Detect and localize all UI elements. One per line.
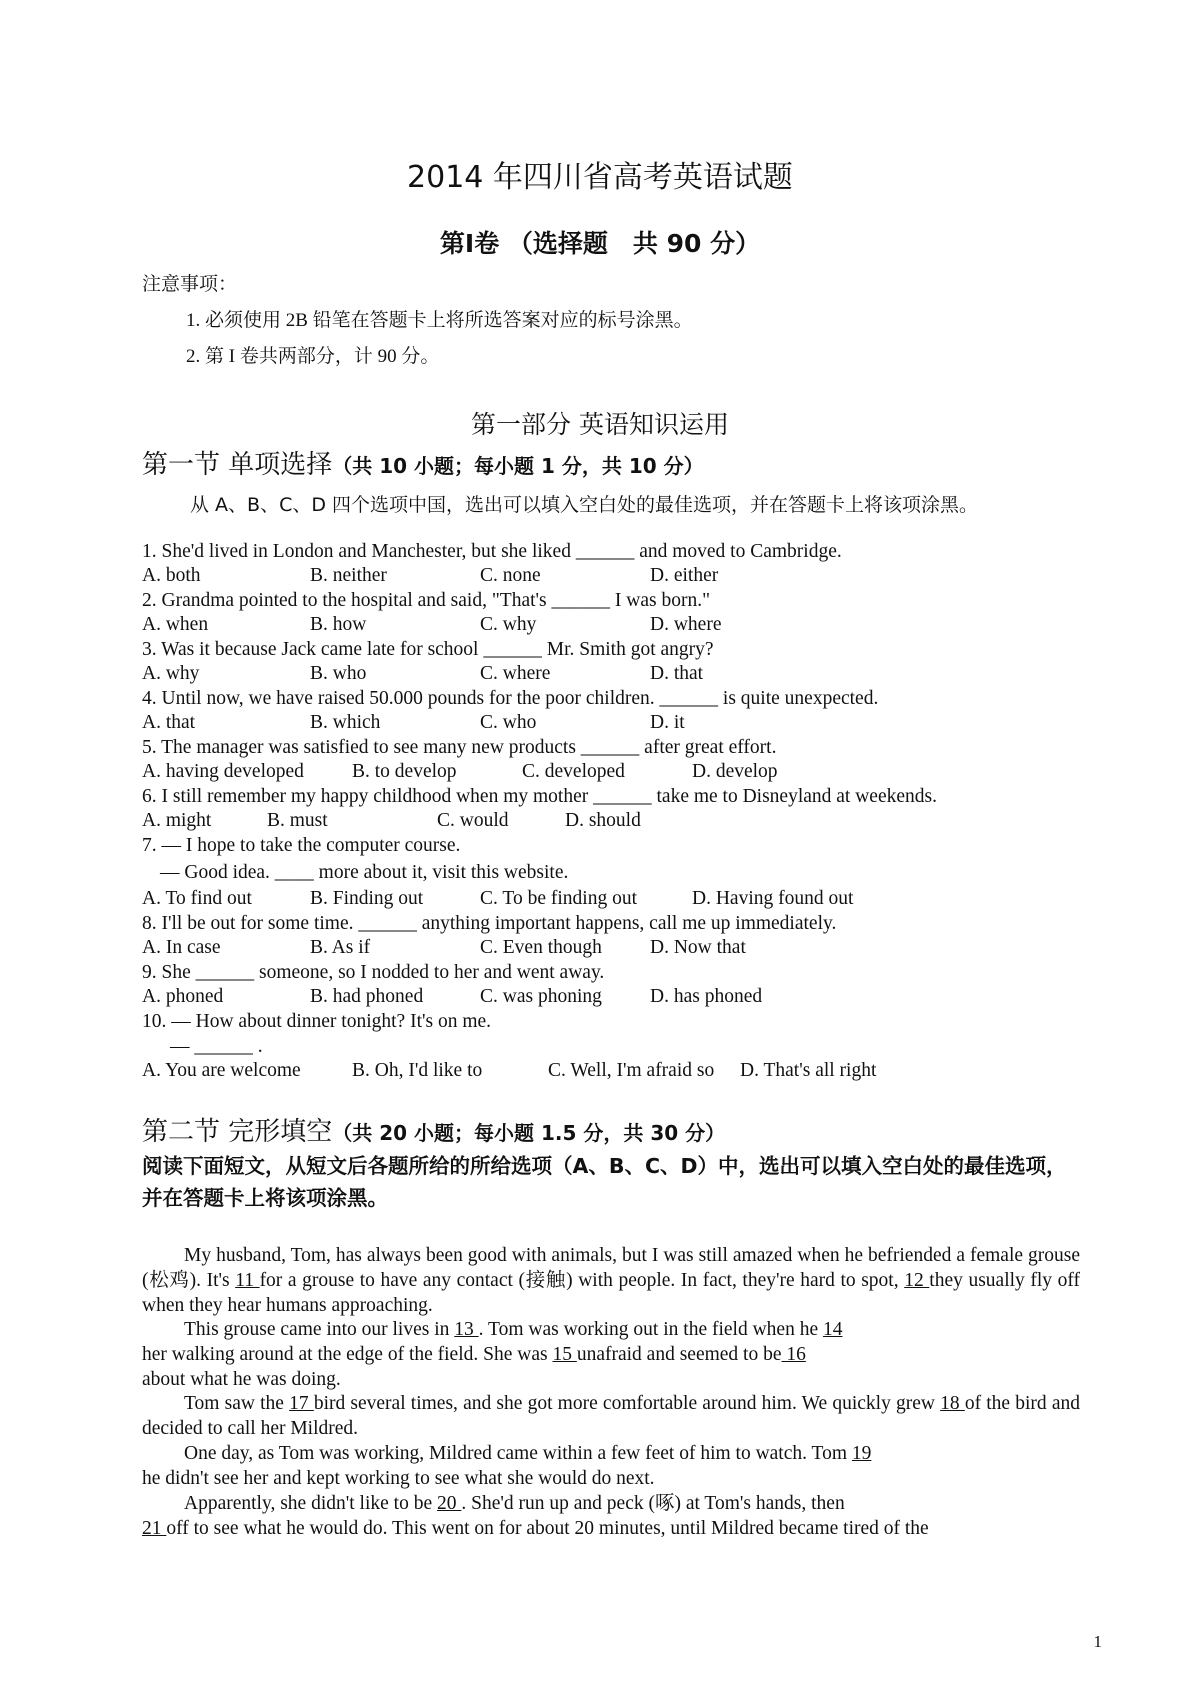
option-a: A. To find out	[142, 888, 252, 909]
question-stem: 2. Grandma pointed to the hospital and said, "That's ______ I was born."	[142, 590, 711, 611]
option-d: D. should	[565, 810, 641, 831]
section1-instruction: 从 A、B、C、D 四个选项中国，选出可以填入空白处的最佳选项，并在答题卡上将该项涂黑。	[190, 494, 979, 516]
passage-text: Apparently, she didn't like to be	[184, 1493, 437, 1514]
option-a: A. that	[142, 712, 196, 733]
blank-12: 12	[904, 1270, 930, 1291]
passage-text: unafraid and seemed to be	[576, 1344, 782, 1365]
blank-17: 17	[289, 1393, 314, 1414]
passage-text: My husband, Tom, has always been good with animals, but I was still amazed when he befriended a female grouse (松鸡). It's	[142, 1245, 1080, 1291]
passage-text: . She'd run up and peck (啄) at Tom's hands, then	[461, 1493, 845, 1514]
option-b: B. had phoned	[310, 986, 424, 1007]
question-stem-reply: — Good idea. ____ more about it, visit this website.	[160, 862, 569, 883]
blank-16: 16	[781, 1344, 806, 1365]
blank-11: 11	[235, 1270, 260, 1291]
option-c: C. would	[437, 810, 509, 831]
notice-heading: 注意事项：	[142, 273, 238, 295]
section2-heading-main: 第二节 完形填空	[142, 1117, 333, 1147]
question-stem: 10. — How about dinner tonight? It's on me.	[142, 1011, 492, 1032]
passage-text: This grouse came into our lives in	[184, 1319, 455, 1340]
section2-instruction: 阅读下面短文，从短文后各题所给的所给选项（A、B、C、D）中，选出可以填入空白处的最佳选项，并在答题卡上将该项涂黑。	[142, 1154, 1067, 1210]
passage-text: One day, as Tom was working, Mildred came within a few feet of him to watch. Tom	[184, 1443, 852, 1464]
question-stem: 8. I'll be out for some time. ______ anything important happens, call me up immediately.	[142, 913, 837, 934]
option-d: D. either	[650, 565, 719, 586]
option-b: B. which	[310, 712, 381, 733]
option-a: A. You are welcome	[142, 1060, 301, 1081]
volume-title: 第Ⅰ卷 （选择题 共 90 分）	[439, 229, 761, 258]
passage-line	[142, 1516, 929, 1541]
section1-heading	[142, 444, 704, 481]
option-a: A. In case	[142, 937, 221, 958]
passage-line: he didn't see her and kept working to see what she would do next.	[142, 1468, 655, 1489]
section1-heading-main: 第一节 单项选择	[142, 450, 333, 480]
question-stem: 9. She ______ someone, so I nodded to her and went away.	[142, 962, 605, 983]
option-c: C. To be finding out	[480, 888, 637, 909]
option-c: C. Well, I'm afraid so	[548, 1060, 715, 1081]
blank-21: 21	[142, 1518, 167, 1539]
option-d: D. Having found out	[692, 888, 854, 909]
section2-heading-points: （共 20 小题；每小题 1.5 分，共 30 分）	[332, 1121, 726, 1145]
option-b: B. how	[310, 614, 367, 635]
passage-text: they usually fly off when they hear humans approaching.	[142, 1270, 1081, 1316]
question-stem-reply: — ______ .	[170, 1036, 263, 1057]
blank-18: 18	[940, 1393, 965, 1414]
option-d: D. Now that	[650, 937, 746, 958]
option-c: C. Even though	[480, 937, 602, 958]
passage-line	[184, 1317, 842, 1342]
option-c: C. where	[480, 663, 551, 684]
option-a: A. when	[142, 614, 209, 635]
notice-item-2: 2. 第 I 卷共两部分，计 90 分。	[186, 346, 440, 367]
passage-text: off to see what he would do. This went on for about 20 minutes, until Mildred became tired of the	[166, 1518, 929, 1539]
question-stem: 5. The manager was satisfied to see many new products ______ after great effort.	[142, 737, 777, 758]
option-c: C. developed	[522, 761, 625, 782]
option-b: B. must	[267, 810, 328, 831]
option-d: D. where	[650, 614, 722, 635]
option-c: C. why	[480, 614, 537, 635]
option-b: B. Oh, I'd like to	[352, 1060, 483, 1081]
blank-15: 15	[552, 1344, 577, 1365]
option-b: B. neither	[310, 565, 387, 586]
option-c: C. who	[480, 712, 537, 733]
option-c: C. none	[480, 565, 541, 586]
option-a: A. both	[142, 565, 201, 586]
option-a: A. having developed	[142, 761, 304, 782]
option-d: D. that	[650, 663, 704, 684]
option-a: A. might	[142, 810, 212, 831]
passage-line	[184, 1441, 871, 1466]
option-a: A. phoned	[142, 986, 224, 1007]
passage-text: . Tom was working out in the field when he	[478, 1319, 823, 1340]
passage-text: Tom saw the	[184, 1393, 290, 1414]
question-stem: 4. Until now, we have raised 50.000 pounds for the poor children. ______ is quite unexpected.	[142, 688, 879, 709]
passage-paragraph-1	[142, 1243, 1080, 1318]
question-stem: 7. — I hope to take the computer course.	[142, 835, 461, 856]
blank-14: 14	[822, 1319, 843, 1340]
passage-text: bird several times, and she got more comfortable around him. We quickly grew	[313, 1393, 941, 1414]
question-stem: 1. She'd lived in London and Manchester, but she liked ______ and moved to Cambridge.	[142, 541, 842, 562]
option-a: A. why	[142, 663, 200, 684]
option-d: D. That's all right	[740, 1060, 877, 1081]
passage-text: for a grouse to have any contact (接触) with people. In fact, they're hard to spot,	[259, 1270, 905, 1291]
passage-text: her walking around at the edge of the field. She was	[142, 1344, 553, 1365]
section1-heading-points: （共 10 小题；每小题 1 分，共 10 分）	[332, 454, 704, 478]
page-title: 2014 年四川省高考英语试题	[407, 160, 793, 195]
question-stem: 6. I still remember my happy childhood when my mother ______ take me to Disneyland at weekends.	[142, 786, 937, 807]
notice-item-1: 1. 必须使用 2B 铅笔在答题卡上将所选答案对应的标号涂黑。	[186, 310, 693, 331]
passage-line: about what he was doing.	[142, 1369, 341, 1390]
option-b: B. As if	[310, 937, 371, 958]
passage-line	[142, 1342, 806, 1367]
blank-13: 13	[454, 1319, 479, 1340]
page-number: 1	[1093, 1632, 1102, 1651]
passage-paragraph-3	[142, 1391, 1080, 1441]
blank-20: 20	[437, 1493, 462, 1514]
option-b: B. to develop	[352, 761, 457, 782]
passage-line	[184, 1491, 845, 1516]
option-b: B. Finding out	[310, 888, 424, 909]
option-c: C. was phoning	[480, 986, 602, 1007]
blank-19: 19	[851, 1443, 872, 1464]
passage-text: of the bird and decided to call her Mildred.	[142, 1393, 1080, 1439]
part-title: 第一部分 英语知识运用	[471, 410, 729, 439]
option-b: B. who	[310, 663, 367, 684]
question-stem: 3. Was it because Jack came late for school ______ Mr. Smith got angry?	[142, 639, 714, 660]
option-d: D. develop	[692, 761, 778, 782]
section2-heading	[142, 1111, 725, 1148]
option-d: D. has phoned	[650, 986, 763, 1007]
option-d: D. it	[650, 712, 685, 733]
